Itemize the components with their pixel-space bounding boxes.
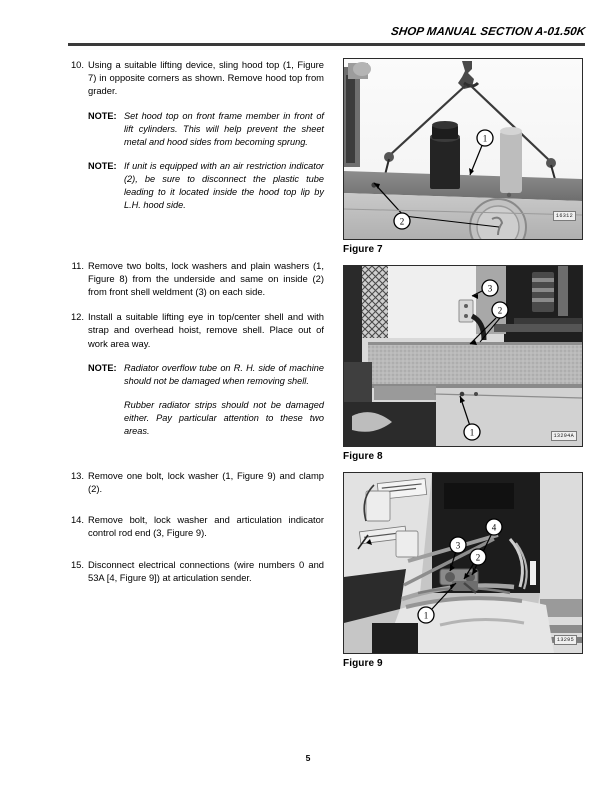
step-text: Disconnect electrical connections (wire numbers 0 and 53A [4, Figure 9]) at articulation sender. [88, 558, 324, 583]
figure-9-callout-2: 2 [475, 552, 481, 563]
step-number: 15. [70, 558, 84, 570]
step-11 [66, 259, 324, 299]
figure-9-caption: Figure 9 [343, 658, 383, 669]
step-12 [66, 310, 324, 350]
figure-9 [343, 472, 585, 669]
figure-7-image [343, 58, 583, 240]
step-text: Using a suitable lifting device, sling hood top (1, Figure 7) in opposite corners as shown. Remove hood top from grader. [88, 59, 324, 97]
figure-8-photo [344, 266, 582, 446]
step-number: 10. [70, 59, 84, 70]
step-10 [66, 58, 324, 98]
figure-7-photo-id: 16312 [553, 211, 576, 221]
note-air-restriction [66, 160, 324, 212]
step-13 [66, 469, 324, 495]
figure-8-callout-2: 2 [497, 305, 503, 316]
step-text: Remove bolt, lock washer and articulation indicator control rod end (3, Figure 9). [88, 514, 324, 539]
page-number: 5 [305, 753, 311, 763]
figure-9-photo-id: 13295 [554, 635, 577, 645]
figure-7-callout-2: 2 [399, 216, 405, 227]
figure-9-callout-1: 1 [423, 610, 429, 621]
figure-9-photo [344, 473, 582, 653]
text-column [66, 58, 324, 596]
figure-9-callout-3: 3 [455, 540, 461, 551]
step-text: Install a suitable lifting eye in top/center shell and with strap and overhead hoist, remove shell. Place out of work area way. [88, 311, 324, 349]
step-text: Remove two bolts, lock washers and plain washers (1, Figure 8) from the underside and same on inside (2) from front shell weldment (3) on each side. [88, 259, 324, 298]
page-footer [0, 748, 616, 766]
figure-8 [343, 265, 585, 462]
note-hood-top [66, 110, 324, 149]
note-radiator [66, 362, 324, 438]
note-label: NOTE: [88, 110, 117, 121]
figure-7-photo [344, 59, 582, 239]
figure-8-caption: Figure 8 [343, 451, 383, 462]
note-paragraph: Set hood top on front frame member in front of lift cylinders. This will help prevent the sheet metal and hood sides from becoming sprung. [124, 110, 324, 147]
step-number: 13. [70, 469, 84, 481]
figure-9-callout-4: 4 [491, 522, 497, 533]
header-divider [68, 43, 585, 46]
step-14 [66, 513, 324, 539]
step-number: 12. [70, 311, 84, 323]
header-title: SHOP MANUAL SECTION A-01.50K [390, 26, 586, 38]
note-label: NOTE: [88, 362, 117, 373]
step-number: 14. [70, 514, 84, 526]
figure-9-image [343, 472, 583, 654]
page-header [68, 22, 585, 40]
figure-8-image [343, 265, 583, 447]
step-number: 11. [71, 259, 84, 271]
note-paragraph: Radiator overflow tube on R. H. side of machine should not be damaged when removing shell. [124, 362, 324, 386]
figure-8-photo-id: 13294A [551, 431, 577, 441]
note-paragraph: Rubber radiator strips should not be damaged either. Pay particular attention to these two areas. [124, 399, 324, 436]
step-15 [66, 558, 324, 584]
figure-8-callout-3: 3 [487, 283, 493, 294]
figure-column [343, 58, 585, 679]
figure-8-callout-1: 1 [469, 427, 475, 438]
note-label: NOTE: [88, 160, 117, 171]
figure-7-callout-1: 1 [482, 133, 488, 144]
figure-7-caption: Figure 7 [343, 244, 383, 255]
step-text: Remove one bolt, lock washer (1, Figure 9) and clamp (2). [88, 469, 324, 495]
figure-7 [343, 58, 585, 255]
note-paragraph: If unit is equipped with an air restriction indicator (2), be sure to disconnect the plastic tube leading to it located inside the hood top lip by L.H. hood side. [124, 160, 324, 210]
